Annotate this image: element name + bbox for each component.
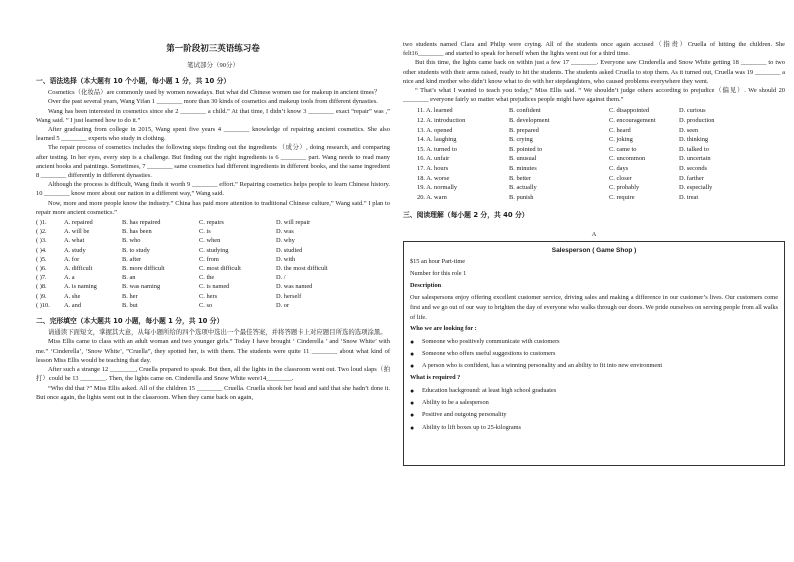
option-row <box>403 116 785 126</box>
job-pay: $15 an hour Part-time <box>410 257 466 265</box>
option-c: C. days <box>609 164 629 172</box>
option-d: D. farther <box>679 174 704 182</box>
question-number: ( )3. <box>36 237 47 245</box>
cloze-instructions: 请通读下面短文，掌握其大意，从每小题所给的四个选项中选出一个最佳答案，并将答题卡上对应题目所选的选项涂黑。 <box>48 329 387 337</box>
question-number: ( )8. <box>36 283 47 291</box>
list-item-text: Someone who offers useful suggestions to customers <box>422 349 556 357</box>
option-d: D. especially <box>679 184 713 192</box>
bullet-icon: ● <box>410 362 415 371</box>
list-item-text: Education background: at least high school graduates <box>422 386 557 394</box>
question-number: ( )4. <box>36 246 47 254</box>
option-row <box>36 227 390 236</box>
option-c: C. closer <box>609 174 632 182</box>
grammar-paragraph: Now, more and more people know the industry.” China has paid more attention to traditional Chinese culture,” Wang said.” I plan to repair more ancient cosmetics.” <box>36 199 390 216</box>
grammar-paragraph: Cosmetics（化妆品）are commonly used by women nowadays. But what did Chinese women use for makeup in ancient times？ <box>48 89 381 97</box>
option-a: 13. A. opened <box>417 126 453 134</box>
question-number: ( )10. <box>36 301 50 309</box>
option-row <box>403 145 785 155</box>
option-c: C. uncommon <box>609 155 646 163</box>
option-c: C. came to <box>609 145 637 153</box>
job-ad-box <box>403 241 785 466</box>
option-c: C. the <box>199 274 215 282</box>
option-d: D. the most difficult <box>276 265 328 273</box>
option-d: D. thinking <box>679 136 709 144</box>
list-item-text: Positive and outgoing personality <box>422 411 507 419</box>
option-b: B. has been <box>122 228 152 236</box>
option-a: A. will be <box>64 228 90 236</box>
question-number: ( )5. <box>36 255 47 263</box>
required-label: What is required ? <box>410 374 461 382</box>
cloze-paragraph: “Who did that ?” Miss Ellis asked. All of the children 15 ________ Cruella. Cruella shook her head and said that she hadn’t done it. But once again, the lights went out in the classroom. When they came back on again, <box>36 384 390 401</box>
grammar-paragraph: After graduating from college in 2015, Wang spent five years 4 ________ knowledge of repairing ancient cosmetics. She also learned 5 ________ experts who study in clothing. <box>36 126 390 143</box>
passage-label: A <box>591 230 597 238</box>
option-b: B. after <box>122 255 142 263</box>
option-row <box>403 183 785 193</box>
option-c: C. hers <box>199 292 218 300</box>
option-b: B. punish <box>509 193 534 201</box>
looking-for-label: Who we are looking for : <box>410 325 477 333</box>
option-b: B. an <box>122 274 136 282</box>
option-b: B. more difficult <box>122 265 165 273</box>
description-label: Description <box>410 282 442 290</box>
section-1-heading: 一、语法选择（本大题有 10 个小题，每小题 1 分，共 10 分） <box>36 77 231 85</box>
option-b: B. confident <box>509 107 541 115</box>
option-c: C. so <box>199 301 213 309</box>
option-d: D. talked to <box>679 145 709 153</box>
option-a: 15. A. turned to <box>417 145 457 153</box>
option-row <box>403 135 785 145</box>
option-row <box>36 236 390 245</box>
option-a: 17. A. hours <box>417 164 449 172</box>
bullet-icon: ● <box>410 399 415 408</box>
list-item-text: A person who is confident, has a winning personality and an ability to fit into new environment <box>422 362 663 370</box>
option-b: B. unusual <box>509 155 537 163</box>
option-b: B. her <box>122 292 138 300</box>
question-number: ( )2. <box>36 228 47 236</box>
list-item <box>410 422 778 434</box>
section-3-heading: 三、阅读理解（每小题 2 分，共 40 分） <box>403 211 529 220</box>
list-item <box>410 397 778 409</box>
option-row <box>36 282 390 291</box>
bullet-icon: ● <box>410 337 415 346</box>
option-a: A. for <box>64 255 80 263</box>
option-c: C. from <box>199 255 219 263</box>
option-d: D. was named <box>276 283 313 291</box>
cloze-paragraph: But this time, the lights came back on within just a few 17 ________. Everyone saw Cinderella and Snow White getting 18 ________ to two other students with their arms raised, ready to hit the students. The students asked Cruella to stop them. As it turned out, Cruella was 19 ________ a nice and kind mother who didn’t know what to do with her stepdaughters, who caused problems everywhere they went. <box>403 59 785 85</box>
option-row <box>36 301 390 310</box>
left-column <box>36 0 390 402</box>
option-a: 11. A. learned <box>417 107 453 115</box>
option-d: D. uncertain <box>679 155 711 163</box>
option-d: D. curious <box>679 107 706 115</box>
option-d: D. will repair <box>276 219 311 227</box>
question-number: ( )6. <box>36 265 47 273</box>
option-d: D. with <box>276 255 296 263</box>
option-a: A. and <box>64 301 82 309</box>
list-item-text: Someone who positively communicate with customers <box>422 337 560 345</box>
bullet-icon: ● <box>410 386 415 395</box>
option-row <box>36 273 390 282</box>
option-c: C. disappointed <box>609 107 650 115</box>
page-subtitle: 笔试部分（90分） <box>187 62 239 69</box>
option-row <box>36 264 390 273</box>
description-text: Our salespersons enjoy offering excellent customer service, driving sales and making a difference in our customer’s lives. Our customers come first and we go out of our way to brighten the day of everyone who walks through our doors. We pride ourselves on serving people from all walks of life. <box>410 293 778 322</box>
option-row <box>403 164 785 174</box>
option-a: 12. A. introduction <box>417 117 466 125</box>
option-a: 19. A. normally <box>417 184 458 192</box>
page-title: 第一阶段初三英语练习卷 <box>166 43 260 53</box>
bullet-icon: ● <box>410 423 415 432</box>
grammar-paragraph: The repair process of cosmetics includes the following steps finding out the ingredients （成分）, doing research, and comparing after testing. In her eyes, every step is a challenge. But finding out the right ingredients is 6 ________ part. Wang needs to read many ancient books and paintings. Sometimes, 7 ________ same cosmetics had different ingredients in different books, and the same ingredient 8 ________ differently in different dynasties. <box>36 144 390 180</box>
job-number: Number for this role 1 <box>410 270 467 278</box>
option-d: D. was <box>276 228 294 236</box>
option-d: D. seconds <box>679 164 708 172</box>
option-a: A. study <box>64 246 86 254</box>
list-item-text: Ability to lift boxes up to 25-kilograms <box>422 423 521 431</box>
grammar-paragraph: Although the process is difficult, Wang finds it worth 9 ________ effort.” Repairing cosmetics helps people to learn Chinese history. 10 ________ know more about our nation in a different way,” Wang said. <box>36 181 390 198</box>
cloze-options <box>403 106 785 202</box>
option-b: B. prepared <box>509 126 539 134</box>
option-c: C. most difficult <box>199 265 241 273</box>
option-b: B. better <box>509 174 532 182</box>
option-row <box>403 106 785 116</box>
list-item <box>410 336 778 348</box>
grammar-paragraph: Wang has been interested in cosmetics since she 2 ________ a child.” At that time, I didn’t know 3 ________ exact “repair” was ,” Wang said. ” I just learned how to do it.” <box>36 107 390 124</box>
option-c: C. joking <box>609 136 633 144</box>
option-c: C. repairs <box>199 219 224 227</box>
section-2-heading: 二、完形填空（本大题共 10 小题，每小题 1 分，共 10 分） <box>36 317 224 326</box>
cloze-paragraph: After such a strange 12 ________, Cruella prepared to speak. But then, all the lights in the classroom went out. Two loud slaps（拍打）could be 13 ________. Then, the lights came on. Cinderella and Snow White were14________. <box>36 366 390 383</box>
cloze-paragraph: two students named Clara and Philip were crying. All of the students once again accused（指责）Cruella of hitting the children. She felt16________ and started to speak for herself when the lights went out for a third time. <box>403 41 785 58</box>
option-d: D. or <box>276 301 290 309</box>
grammar-passage <box>36 88 390 217</box>
option-c: C. studying <box>199 246 229 254</box>
option-a: A. what <box>64 237 85 245</box>
question-number: ( )9. <box>36 292 47 300</box>
option-a: A. difficult <box>64 265 93 273</box>
option-b: B. pointed to <box>509 145 543 153</box>
option-a: 20. A. warn <box>417 193 447 201</box>
option-c: C. when <box>199 237 221 245</box>
question-number: ( )1. <box>36 219 47 227</box>
list-item <box>410 409 778 421</box>
list-item <box>410 348 778 360</box>
option-b: B. crying <box>509 136 533 144</box>
option-d: D. / <box>276 274 286 282</box>
option-b: B. development <box>509 117 550 125</box>
option-d: D. why <box>276 237 295 245</box>
option-d: D. herself <box>276 292 302 300</box>
option-row <box>403 174 785 184</box>
option-d: D. treat <box>679 193 699 201</box>
right-column <box>403 40 785 466</box>
option-a: A. repaired <box>64 219 93 227</box>
option-a: 16. A. unfair <box>417 155 450 163</box>
option-c: C. heard <box>609 126 631 134</box>
option-c: C. is named <box>199 283 230 291</box>
option-row <box>36 255 390 264</box>
option-b: B. but <box>122 301 138 309</box>
option-b: B. actually <box>509 184 537 192</box>
option-row <box>403 126 785 136</box>
bullet-icon: ● <box>410 411 415 420</box>
option-b: B. was naming <box>122 283 161 291</box>
option-a: 14. A. laughing <box>417 136 457 144</box>
list-item <box>410 360 778 372</box>
bullet-icon: ● <box>410 349 415 358</box>
cloze-paragraph: Miss Ellis came to class with an adult woman and two younger girls.” Today I have brought ‘ Cinderella ’ and ‘Snow White’ with me.” ‘Cinderella’, ‘Snow White’, ”Cruella”, they spotted her, is with them. The students were quite 11 ________ about what kind of lesson Miss Ellis would be teaching that day. <box>36 338 390 364</box>
grammar-paragraph: Over the past several years, Wang Yifan 1 ________ more than 30 kinds of cosmetics and makeup tools from different dynasties. <box>48 98 378 106</box>
option-a: A. is naming <box>64 283 97 291</box>
option-a: A. she <box>64 292 81 300</box>
option-row <box>403 154 785 164</box>
option-row <box>36 218 390 227</box>
option-a: A. a <box>64 274 75 282</box>
cloze-paragraph: “ That’s what I wanted to teach you today,” Miss Ellis said. “ We shouldn’t judge others according to prejudice（偏见）. We should 20 ________ everyone fairly so matter what prejudices people might have against them.” <box>403 87 785 104</box>
option-c: C. is <box>199 228 211 236</box>
option-d: D. studied <box>276 246 303 254</box>
option-row <box>403 193 785 203</box>
option-a: 18. A. worse <box>417 174 450 182</box>
option-row <box>36 292 390 301</box>
option-c: C. require <box>609 193 635 201</box>
grammar-options <box>36 218 390 310</box>
option-b: B. minutes <box>509 164 537 172</box>
list-item-text: Ability to be a salesperson <box>422 399 489 407</box>
option-b: B. who <box>122 237 141 245</box>
job-ad-heading: Salesperson ( Game Shop ) <box>551 246 637 254</box>
question-number: ( )7. <box>36 274 47 282</box>
option-c: C. encouragement <box>609 117 656 125</box>
option-c: C. probably <box>609 184 640 192</box>
option-d: D. seen <box>679 126 699 134</box>
list-item <box>410 385 778 397</box>
option-b: B. to study <box>122 246 150 254</box>
option-b: B. has repaired <box>122 219 161 227</box>
option-d: D. production <box>679 117 715 125</box>
option-row <box>36 246 390 255</box>
